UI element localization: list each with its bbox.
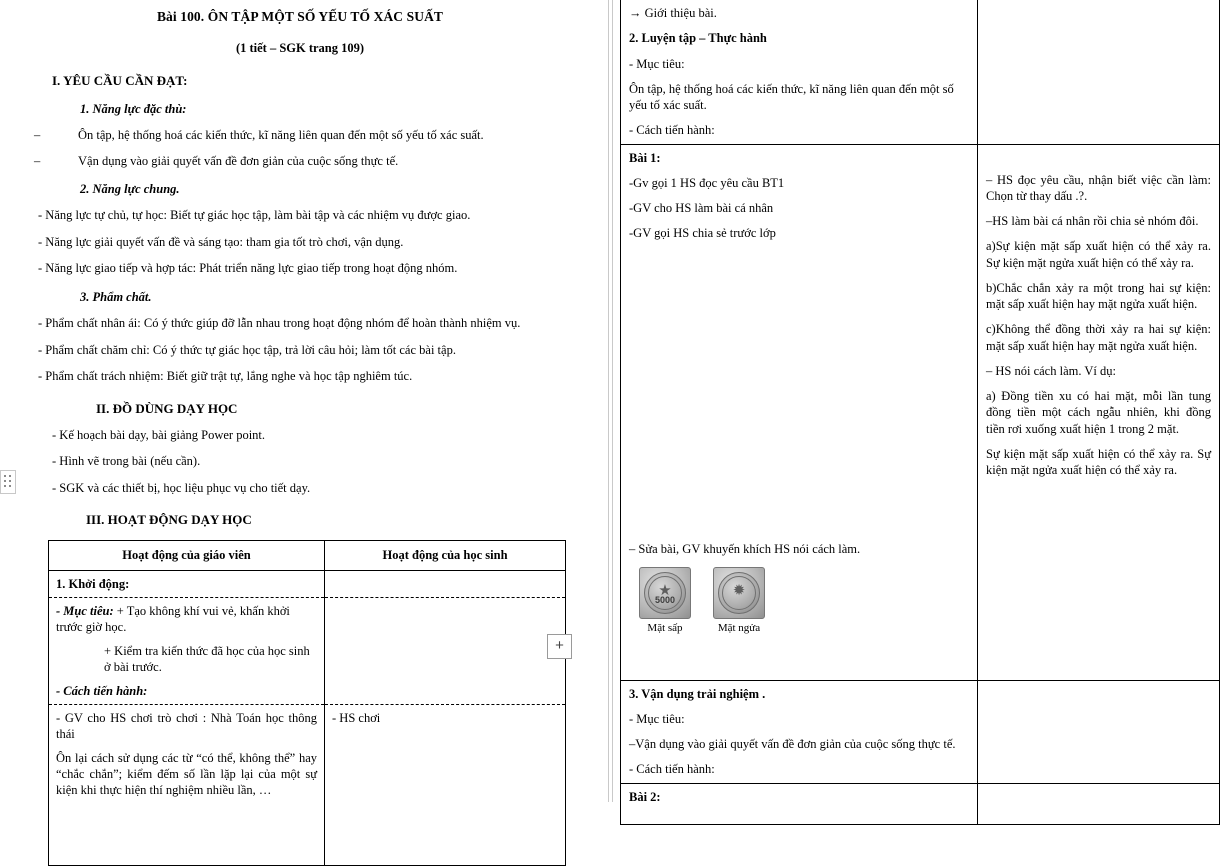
table-cell: [621, 0, 978, 144]
cell-text: -GV cho HS làm bài cá nhân: [629, 201, 774, 215]
bullet-marker: –: [34, 128, 41, 142]
cell-text: Bài 2:: [629, 789, 661, 804]
heading-sub-1: 1. Năng lực đặc thù:: [80, 102, 187, 116]
page-divider: [608, 0, 609, 802]
lesson-plan-table-continued: [620, 0, 1220, 825]
list-item: [34, 128, 576, 143]
cell-text: –Vận dụng vào giải quyết vấn đề đơn giản của cuộc sống thực tế.: [629, 737, 956, 751]
page-divider-secondary: [612, 0, 613, 802]
cell-text: b)Chắc chắn xảy ra một trong hai sự kiện: mặt sấp xuất hiện hay mặt ngửa xuất hiện.: [986, 280, 1211, 311]
cell-text: c)Không thể đồng thời xảy ra hai sự kiện: mặt sấp xuất hiện hay mặt ngửa xuất hiện.: [986, 322, 1211, 353]
paragraph: - Phẩm chất nhân ái: Có ý thức giúp đỡ lẫn nhau trong hoạt động nhóm để hoàn thành nhiệm vụ.: [38, 315, 521, 330]
cell-text: → Giới thiệu bài.: [629, 6, 717, 20]
lesson-plan-table: [48, 540, 566, 866]
cell-text: – HS nói cách làm. Ví dụ:: [986, 363, 1116, 378]
cell-subtext: + Tạo không khí vui vẻ, khấn khởi trước giờ học.: [56, 603, 290, 634]
cell-text: Ôn lại cách sử dụng các từ “có thể, không thể” hay “chắc chắn”; kiểm đếm số lần lặp lại của một sự kiện khi thực hiện thí nghiệm nhiều lần, …: [56, 750, 317, 797]
bullet-text: Ôn tập, hệ thống hoá các kiến thức, kĩ năng liên quan đến một số yếu tố xác suất.: [78, 128, 484, 142]
table-cell: [49, 570, 325, 597]
heading-sub-3: 3. Phẩm chất.: [80, 289, 152, 304]
coin-face-icon: ★ 5000: [639, 567, 691, 619]
paragraph: - SGK và các thiết bị, học liệu phục vụ cho tiết dạy.: [52, 481, 311, 495]
cell-text: 3. Vận dụng trải nghiệm .: [629, 686, 766, 701]
coin-item-ngua: [711, 567, 767, 634]
paragraph: - Năng lực tự chủ, tự học: Biết tự giác học tập, làm bài tập và các nhiệm vụ được giao.: [38, 208, 471, 222]
table-cell: [978, 783, 1220, 824]
cell-text: 1. Khởi động:: [56, 576, 130, 591]
bullet-text: Vận dụng vào giải quyết vấn đề đơn giản của cuộc sống thực tế.: [78, 154, 399, 168]
list-item: [34, 154, 576, 169]
cell-text: [56, 603, 317, 635]
paragraph: - Phẩm chất trách nhiệm: Biết giữ trật tự, lắng nghe và học tập nghiêm túc.: [38, 369, 413, 384]
cell-text: - Cách tiến hành:: [56, 683, 148, 698]
coin-item-sap: [637, 567, 693, 634]
paragraph: - Năng lực giao tiếp và hợp tác: Phát triển năng lực giao tiếp trong hoạt động nhóm.: [38, 261, 458, 276]
paragraph: - Năng lực giải quyết vấn đề và sáng tạo: tham gia tốt trò chơi, vận dụng.: [38, 234, 404, 249]
table-header-teacher: Hoạt động của giáo viên: [49, 540, 325, 570]
table-row: [621, 783, 1220, 824]
table-header-row: [49, 540, 566, 570]
paragraph: - Kế hoạch bài dạy, bài giảng Power point.: [52, 427, 266, 442]
table-cell: [978, 680, 1220, 783]
table-cell: [325, 597, 566, 704]
coin-value: 5000: [654, 594, 676, 605]
table-header-student: Hoạt động của học sinh: [325, 540, 566, 570]
cell-text: – Sửa bài, GV khuyến khích HS nói cách làm.: [629, 541, 861, 556]
table-cell: [621, 783, 978, 824]
cell-text: - Cách tiến hành:: [629, 762, 715, 777]
table-row: [49, 704, 566, 865]
cell-text: Sự kiện mặt sấp xuất hiện có thể xảy ra. Sự kiện mặt ngửa xuất hiện có thể xảy ra.: [986, 446, 1211, 477]
heading-section-2: II. ĐỒ DÙNG DẠY HỌC: [96, 400, 238, 416]
table-cell: [49, 704, 325, 865]
cell-label: - Mục tiêu:: [56, 603, 114, 618]
table-row: [49, 570, 566, 597]
cell-text: -Gv gọi 1 HS đọc yêu cầu BT1: [629, 175, 785, 190]
drag-handle[interactable]: [0, 470, 16, 494]
table-row: [621, 680, 1220, 783]
table-row: [621, 0, 1220, 144]
cell-text: a) Đồng tiền xu có hai mặt, mỗi lần tung đồng tiền một cách ngẫu nhiên, khi đồng tiền rơi xuống xuất hiện 1 trong 2 mặt.: [986, 389, 1211, 436]
cell-text: a)Sự kiện mặt sấp xuất hiện có thể xảy ra. Sự kiện mặt ngửa xuất hiện có thể xảy ra.: [986, 239, 1211, 270]
table-cell: [978, 0, 1220, 144]
add-row-button[interactable]: +: [547, 634, 572, 659]
heading-sub-2: 2. Năng lực chung.: [80, 182, 180, 196]
coin-caption: Mặt ngửa: [717, 621, 761, 634]
cell-text: - Cách tiến hành:: [629, 123, 715, 138]
coin-caption: Mặt sấp: [647, 621, 683, 634]
cell-text: –HS làm bài cá nhân rồi chia sẻ nhóm đôi.: [986, 214, 1199, 228]
table-cell: [325, 570, 566, 597]
cell-text: - HS chơi: [332, 710, 381, 725]
cell-text: + Kiểm tra kiến thức đã học của học sinh ở bài trước.: [104, 643, 310, 674]
table-row: [621, 144, 1220, 680]
document-subtitle: (1 tiết – SGK trang 109): [235, 41, 365, 55]
document-title: Bài 100. ÔN TẬP MỘT SỐ YẾU TỐ XÁC SUẤT: [156, 9, 444, 24]
cell-text: - Mục tiêu:: [629, 711, 685, 726]
table-cell: [49, 597, 325, 704]
table-row: [49, 597, 566, 704]
right-page-column: [620, 0, 1222, 802]
coin-illustration-group: [637, 567, 969, 634]
table-cell: [978, 144, 1220, 680]
coin-face-icon: ✹: [713, 567, 765, 619]
cell-text: Ôn tập, hệ thống hoá các kiến thức, kĩ năng liên quan đến một số yếu tố xác suất.: [629, 81, 954, 112]
cell-text: - GV cho HS chơi trò chơi : Nhà Toán học thông thái: [56, 710, 317, 741]
table-cell: [621, 680, 978, 783]
cell-text: – HS đọc yêu cầu, nhận biết việc cần làm: Chọn từ thay dấu .?.: [986, 172, 1211, 203]
cell-text: Bài 1:: [629, 150, 661, 165]
left-page-column: [0, 0, 600, 802]
cell-text: 2. Luyện tập – Thực hành: [629, 31, 767, 46]
table-cell: [621, 144, 978, 680]
heading-section-3: III. HOẠT ĐỘNG DẠY HỌC: [86, 511, 252, 527]
table-cell: [325, 704, 566, 865]
paragraph: - Hình vẽ trong bài (nếu cần).: [52, 454, 201, 469]
bullet-marker: –: [34, 154, 41, 168]
paragraph: - Phẩm chất chăm chỉ: Có ý thức tự giác học tập, trả lời câu hỏi; làm tốt các bài tập.: [38, 342, 456, 357]
heading-section-1: I. YÊU CẦU CẦN ĐẠT:: [52, 73, 188, 88]
cell-text: - Mục tiêu:: [629, 56, 685, 71]
cell-text: -GV gọi HS chia sẻ trước lớp: [629, 226, 776, 241]
